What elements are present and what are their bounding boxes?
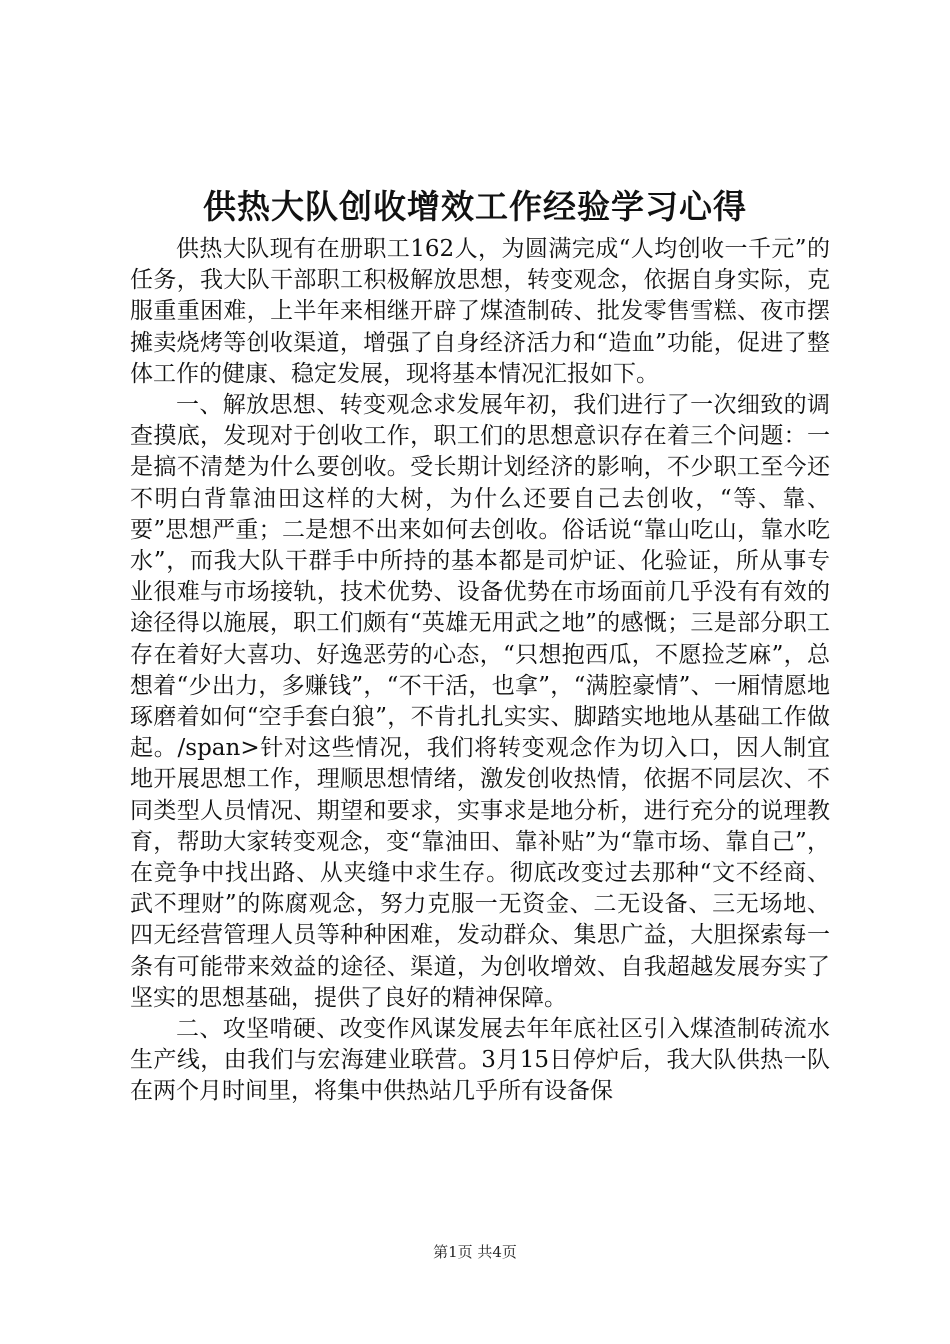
- document-title: 供热大队创收增效工作经验学习心得: [203, 187, 747, 226]
- paragraph-section-two: 二、攻坚啃硬、改变作风谋发展去年年底社区引入煤渣制砖流水生产线，由我们与宏海建业联营。3月15日停炉后，我大队供热一队在两个月时间里，将集中供热站几乎所有设备保: [130, 1016, 830, 1105]
- document-body: [130, 234, 830, 1108]
- page-number-footer: 第1页 共4页: [433, 1243, 517, 1261]
- paragraph-section-one: 一、解放思想、转变观念求发展年初，我们进行了一次细致的调查摸底，发现对于创收工作，职工们的思想意识存在着三个问题：一是搞不清楚为什么要创收。受长期计划经济的影响，不少职工至今还不明白背靠油田这样的大树，为什么还要自己去创收，“等、靠、要”思想严重；二是想不出来如何去创收。俗话说“靠山吃山，靠水吃水”，而我大队干群手中所持的基本都是司炉证、化验证，所从事专业很难与市场接轨，技术优势、设备优势在市场面前几乎没有有效的途径得以施展，职工们颇有“英雄无用武之地”的感慨；三是部分职工存在着好大喜功、好逸恶劳的心态，“只想抱西瓜，不愿捡芝麻”，总想着“少出力，多赚钱”，“不干活，也拿”，“满腔豪情”、一厢情愿地琢磨着如何“空手套白狼”，不肯扎扎实实、脚踏实地地从基础工作做起。/span>针对这些情况，我们将转变观念作为切入口，因人制宜地开展思想工作，理顺思想情绪，激发创收热情，依据不同层次、不同类型人员情况、期望和要求，实事求是地分析，进行充分的说理教育，帮助大家转变观念，变“靠油田、靠补贴”为“靠市场、靠自己”，在竞争中找出路、从夹缝中求生存。彻底改变过去那种“文不经商、武不理财”的陈腐观念，努力克服一无资金、二无设备、三无场地、四无经营管理人员等种种困难，发动群众、集思广益，大胆探索每一条有可能带来效益的途径、渠道，为创收增效、自我超越发展夯实了坚实的思想基础，提供了良好的精神保障。: [130, 392, 830, 1011]
- paragraph-intro: 供热大队现有在册职工162人，为圆满完成“人均创收一千元”的任务，我大队干部职工积极解放思想，转变观念，依据自身实际，克服重重困难，上半年来相继开辟了煤渣制砖、批发零售雪糕、夜市摆摊卖烧烤等创收渠道，增强了自身经济活力和“造血”功能，促进了整体工作的健康、稳定发展，现将基本情况汇报如下。: [130, 236, 830, 387]
